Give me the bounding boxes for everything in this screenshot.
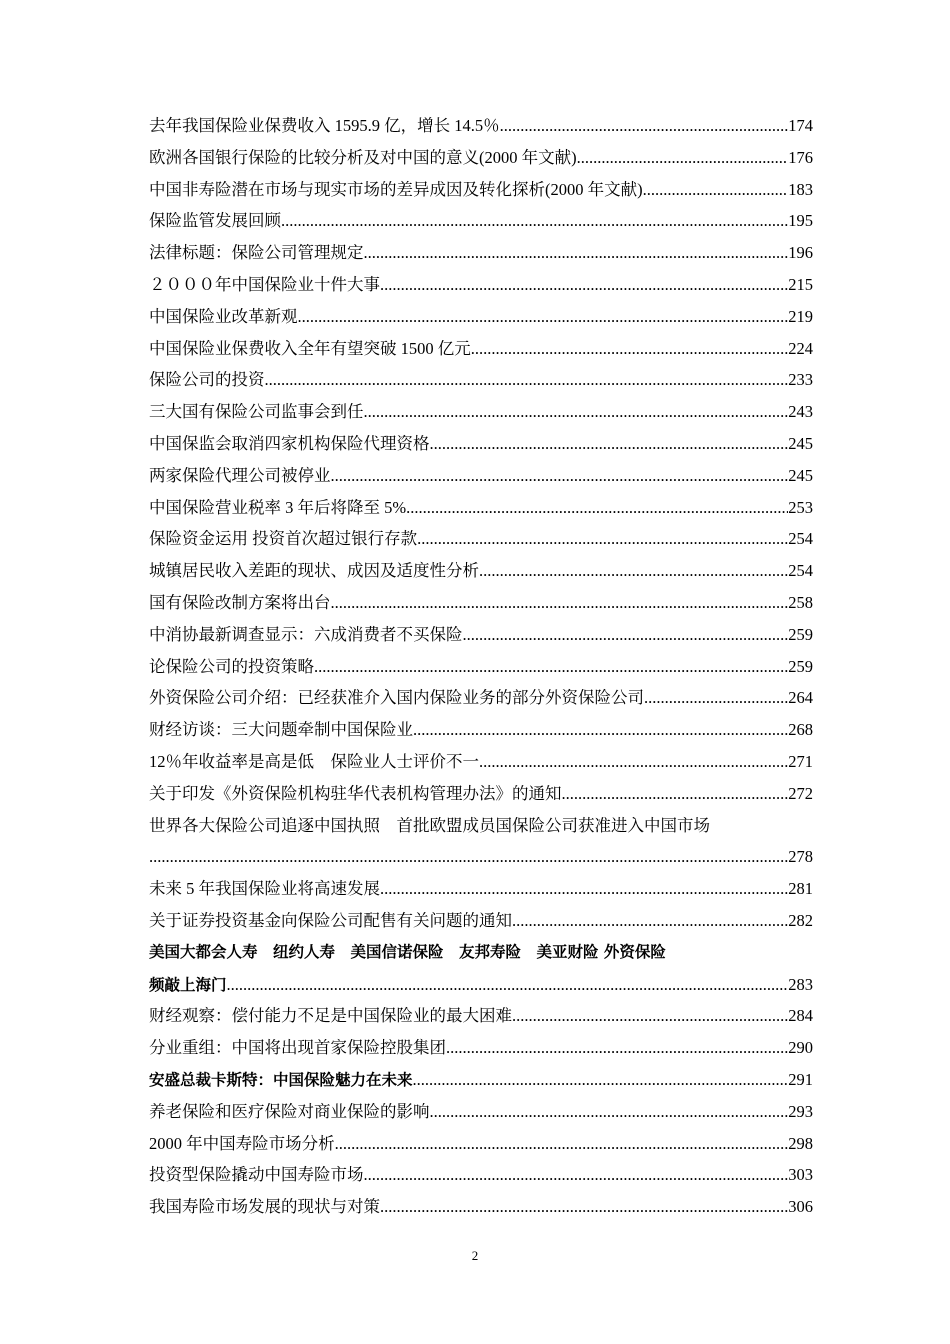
toc-entry[interactable] (149, 174, 813, 206)
toc-entry-title: 安盛总裁卡斯特：中国保险魅力在未来 (149, 1070, 413, 1089)
toc-entry[interactable] (149, 778, 813, 810)
toc-entry-title: 中国非寿险潜在市场与现实市场的差异成因及转化探析(2000 年文献) (149, 179, 643, 199)
toc-entry[interactable] (149, 682, 813, 714)
toc-entry[interactable] (149, 523, 813, 555)
leader-dots (335, 1128, 789, 1160)
toc-entry-title: 欧洲各国银行保险的比较分析及对中国的意义(2000 年文献) (149, 147, 577, 167)
toc-entry[interactable] (149, 269, 813, 301)
toc-entry-title: 中消协最新调查显示：六成消费者不买保险 (149, 624, 463, 644)
page-number: 2 (471, 1248, 479, 1263)
toc-entry-page: 196 (788, 243, 813, 263)
toc-entry-title: 世界各大保险公司追逐中国执照 首批欧盟成员国保险公司获准进入中国市场 (149, 815, 710, 835)
toc-entry[interactable] (149, 555, 813, 587)
toc-entry-page: 272 (788, 783, 813, 803)
toc-entry[interactable] (149, 1000, 813, 1032)
leader-dots (413, 714, 788, 746)
toc-entry[interactable] (149, 364, 813, 396)
toc-entry-title: 12％年收益率是高是低 保险业人士评价不一 (149, 751, 479, 771)
toc-entry-title: 中国保险营业税率 3 年后将降至 5% (149, 497, 407, 517)
leader-dots (281, 205, 788, 237)
toc-entry-title: 我国寿险市场发展的现状与对策 (149, 1197, 380, 1217)
toc-entry-page: 254 (788, 529, 813, 549)
toc-entry[interactable] (149, 1096, 813, 1128)
toc-entry-page: 298 (788, 1133, 813, 1153)
leader-dots (364, 396, 789, 428)
toc-entry-page: 290 (788, 1038, 813, 1058)
leader-dots (644, 682, 788, 714)
leader-dots (227, 969, 789, 1001)
leader-dots (364, 237, 789, 269)
toc-entry[interactable] (149, 1191, 813, 1223)
toc-entry-title: 保险公司的投资 (149, 370, 265, 390)
toc-entry-page: 219 (788, 306, 813, 326)
leader-dots (380, 1191, 788, 1223)
toc-entry-page: 195 (788, 211, 813, 231)
toc-entry-page: 268 (788, 720, 813, 740)
toc-entry-page: 278 (788, 847, 813, 867)
leader-dots (380, 269, 788, 301)
leader-dots (380, 873, 788, 905)
toc-entry-title: 三大国有保险公司监事会到任 (149, 402, 364, 422)
toc-entry-title: 论保险公司的投资策略 (149, 656, 314, 676)
toc-entry-page: 259 (788, 624, 813, 644)
toc-entry-title: 去年我国保险业保费收入 1595.9 亿，增长 14.5％ (149, 116, 500, 135)
leader-dots (413, 1064, 789, 1096)
toc-entry[interactable] (149, 396, 813, 428)
toc-entry-title: 关于证券投资基金向保险公司配售有关问题的通知 (149, 910, 512, 930)
toc-entry-page: 281 (788, 879, 813, 899)
toc-entry[interactable] (149, 301, 813, 333)
toc-entry-title: 保险监管发展回顾 (149, 211, 281, 231)
toc-entry-page: 303 (788, 1165, 813, 1185)
toc-entry-page: 254 (788, 561, 813, 581)
toc-entry-page: 293 (788, 1101, 813, 1121)
toc-entry-page: 253 (788, 497, 813, 517)
leader-dots (417, 523, 788, 555)
toc-entry[interactable] (149, 1159, 813, 1191)
leader-dots (577, 142, 789, 174)
toc-entry-title: 未来 5 年我国保险业将高速发展 (149, 879, 380, 899)
leader-dots (430, 428, 789, 460)
toc-entry-title: 分业重组：中国将出现首家保险控股集团 (149, 1038, 446, 1058)
toc-entry[interactable] (149, 428, 813, 460)
toc-entry[interactable] (149, 333, 813, 365)
leader-dots (512, 905, 788, 937)
toc-entry-page: 282 (788, 910, 813, 930)
leader-dots (298, 301, 789, 333)
toc-entry-title: 法律标题：保险公司管理规定 (149, 243, 364, 263)
toc-entry-title: 中国保监会取消四家机构保险代理资格 (149, 433, 430, 453)
toc-entry-page: 245 (788, 465, 813, 485)
toc-entry[interactable] (149, 587, 813, 619)
toc-entry-title: 外资保险公司介绍：已经获准介入国内保险业务的部分外资保险公司 (149, 688, 644, 708)
toc-entry-title-continued: 频敲上海门 (149, 975, 227, 994)
toc-entry[interactable] (149, 873, 813, 905)
toc-entry[interactable] (149, 205, 813, 237)
toc-entry-title: 国有保险改制方案将出台 (149, 592, 331, 612)
toc-entry[interactable] (149, 110, 813, 142)
toc-entry[interactable] (149, 619, 813, 651)
toc-entry-page: 243 (788, 402, 813, 422)
toc-entry-page: 306 (788, 1197, 813, 1217)
toc-entry-page: 258 (788, 592, 813, 612)
toc-entry[interactable] (149, 714, 813, 746)
toc-entry[interactable] (149, 810, 813, 874)
toc-entry[interactable] (149, 1064, 813, 1096)
toc-entry[interactable] (149, 937, 813, 1001)
leader-dots (331, 587, 789, 619)
toc-entry-page: 183 (788, 179, 813, 199)
toc-entry[interactable] (149, 651, 813, 683)
toc-entry[interactable] (149, 1032, 813, 1064)
toc-entry-title: 关于印发《外资保险机构驻华代表机构管理办法》的通知 (149, 783, 562, 803)
toc-entry[interactable] (149, 1128, 813, 1160)
toc-entry[interactable] (149, 905, 813, 937)
leader-dots (430, 1096, 789, 1128)
toc-entry-title: 城镇居民收入差距的现状、成因及适度性分析 (149, 561, 479, 581)
toc-entry[interactable] (149, 746, 813, 778)
toc-entry[interactable] (149, 460, 813, 492)
leader-dots (479, 746, 788, 778)
toc-entry-page: 283 (788, 974, 813, 994)
leader-dots (471, 333, 789, 365)
toc-entry-title: 投资型保险撬动中国寿险市场 (149, 1165, 364, 1185)
toc-entry-title: 美国大都会人寿 纽约人寿 美国信诺保险 友邦寿险 美亚财险 外资保险 (149, 942, 666, 961)
toc-entry-title: ２０００年中国保险业十件大事 (149, 274, 380, 294)
toc-entry[interactable] (149, 142, 813, 174)
toc-entry-title: 中国保险业改革新观 (149, 306, 298, 326)
leader-dots (512, 1000, 788, 1032)
leader-dots (643, 174, 789, 206)
leader-dots (463, 619, 789, 651)
table-of-contents (149, 110, 813, 1223)
toc-entry[interactable] (149, 492, 813, 524)
toc-entry-page: 215 (788, 274, 813, 294)
toc-entry-title: 保险资金运用 投资首次超过银行存款 (149, 529, 418, 549)
toc-entry-page: 284 (788, 1006, 813, 1026)
toc-entry-page: 259 (788, 656, 813, 676)
leader-dots (314, 651, 788, 683)
leader-dots (406, 492, 788, 524)
toc-entry[interactable] (149, 237, 813, 269)
toc-entry-page: 271 (788, 751, 813, 771)
leader-dots (479, 555, 788, 587)
toc-entry-page: 291 (788, 1069, 813, 1089)
toc-entry-page: 174 (788, 116, 813, 135)
leader-dots (149, 841, 788, 873)
leader-dots (364, 1159, 789, 1191)
toc-entry-page: 233 (788, 370, 813, 390)
toc-entry-title: 2000 年中国寿险市场分析 (149, 1133, 335, 1153)
toc-entry-title: 中国保险业保费收入全年有望突破 1500 亿元 (149, 338, 471, 358)
toc-entry-page: 264 (788, 688, 813, 708)
leader-dots (500, 110, 789, 142)
leader-dots (446, 1032, 788, 1064)
toc-entry-page: 224 (788, 338, 813, 358)
leader-dots (562, 778, 789, 810)
toc-entry-title: 财经访谈：三大问题牵制中国保险业 (149, 720, 413, 740)
toc-entry-title: 养老保险和医疗保险对商业保险的影响 (149, 1101, 430, 1121)
toc-entry-title: 两家保险代理公司被停业 (149, 465, 331, 485)
toc-entry-title: 财经观察：偿付能力不足是中国保险业的最大困难 (149, 1006, 512, 1026)
leader-dots (265, 364, 789, 396)
toc-entry-page: 176 (788, 147, 813, 167)
leader-dots (331, 460, 789, 492)
toc-entry-page: 245 (788, 433, 813, 453)
